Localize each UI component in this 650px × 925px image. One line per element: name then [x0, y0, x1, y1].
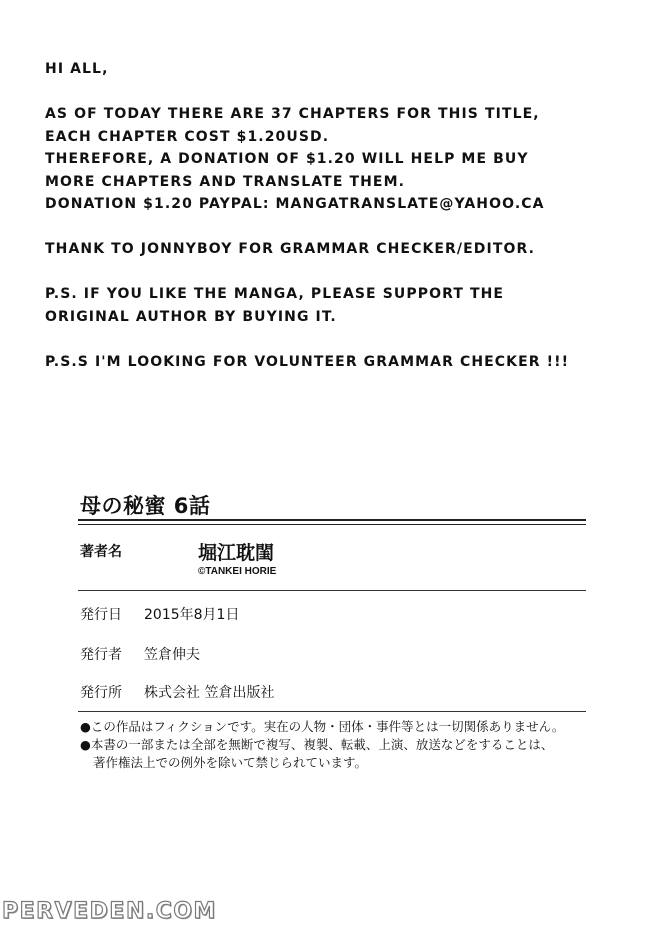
office-row — [80, 682, 274, 702]
divider — [78, 711, 586, 712]
publisher-value: 笠倉伸夫 — [144, 647, 200, 663]
publisher-label: 発行者 — [80, 647, 122, 663]
translator-note — [45, 58, 625, 373]
note-ps: P.S. IF YOU LIKE THE MANGA, PLEASE SUPPORT THE — [45, 286, 505, 302]
publisher-row — [80, 644, 200, 664]
spacer — [45, 216, 625, 239]
published-label: 発行日 — [80, 607, 122, 623]
author-name: 堀江耽閨 — [198, 542, 275, 564]
note-greeting: HI ALL, — [45, 61, 109, 77]
divider — [78, 590, 586, 591]
note-ps: ORIGINAL AUTHOR BY BUYING IT. — [45, 308, 337, 325]
note-line: MORE CHAPTERS AND TRANSLATE THEM. — [45, 173, 406, 190]
note-line: THEREFORE, A DONATION OF $1.20 WILL HELP ME BUY — [45, 151, 529, 167]
note-line: AS OF TODAY THERE ARE 37 CHAPTERS FOR THIS TITLE, — [45, 106, 540, 122]
author-label: 著者名 — [80, 544, 122, 560]
note-line: EACH CHAPTER COST $1.20USD. — [45, 128, 330, 145]
legal-notice — [80, 718, 590, 772]
office-label: 発行所 — [80, 685, 122, 701]
legal-item: ●本書の一部または全部を無断で複写、複製、転載、上演、放送などをすることは、 — [80, 737, 554, 752]
note-thanks: THANK TO JONNYBOY FOR GRAMMAR CHECKER/EDITOR. — [45, 241, 536, 257]
legal-item: ●この作品はフィクションです。実在の人物・団体・事件等とは一切関係ありません。 — [80, 719, 565, 734]
note-donation-line: DONATION $1.20 PAYPAL: MANGATRANSLATE@YAHOO.CA — [45, 196, 545, 212]
divider — [78, 519, 586, 525]
spacer — [45, 328, 625, 351]
published-row — [80, 604, 239, 624]
spacer — [45, 81, 625, 104]
author-row — [78, 538, 586, 578]
legal-item-continued: 著作権法上での例外を除いて禁じられています。 — [93, 755, 368, 770]
note-pss: P.S.S I'M LOOKING FOR VOLUNTEER GRAMMAR CHECKER !!! — [45, 353, 570, 370]
office-value: 株式会社 笠倉出版社 — [144, 685, 275, 701]
site-watermark: PERVEDEN.COM — [2, 899, 217, 924]
published-value: 2015年8月1日 — [144, 607, 240, 623]
author-copyright: ©TANKEI HORIE — [198, 566, 277, 577]
book-title: 母の秘蜜 6話 — [80, 494, 211, 518]
spacer — [45, 261, 625, 284]
